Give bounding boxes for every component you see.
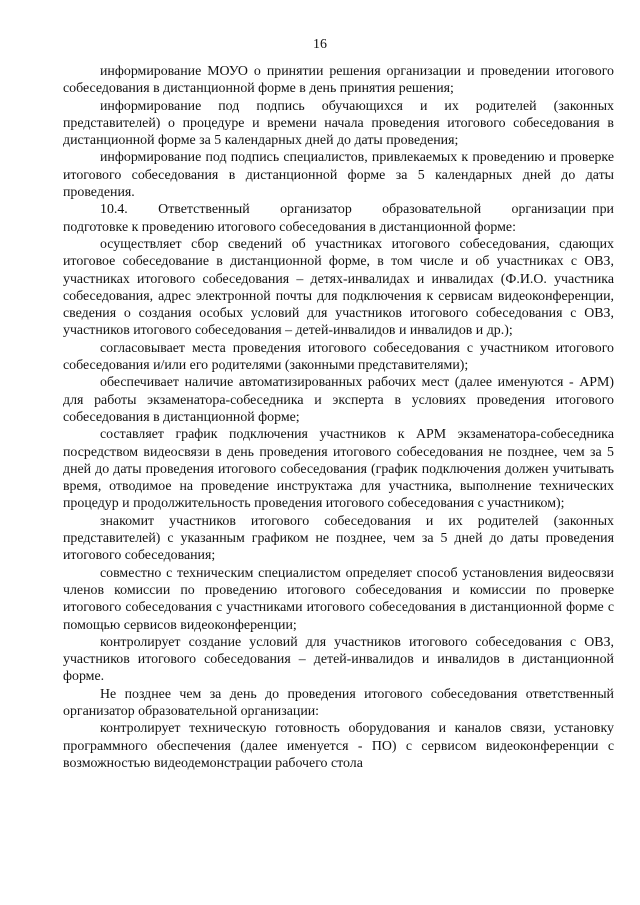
paragraph: согласовывает места проведения итогового собеседования с участником итогового собеседования и/или его родителями (законными представителями);: [63, 340, 614, 374]
paragraph: совместно с техническим специалистом определяет способ установления видеосвязи членов комиссии по проведению итогового собеседования и комиссии по проверке итогового собеседования с участниками итогового собеседования в дистанционной форме с помощью сервисов видеоконференции;: [63, 565, 614, 633]
body-text: [63, 63, 614, 772]
paragraph: информирование под подпись обучающихся и их родителей (законных представителей) о процедуре и времени начала проведения итогового собеседования в дистанционной форме за 5 календарных дней до даты проведения;: [63, 98, 614, 149]
page-number: 16: [313, 37, 327, 52]
paragraph: Не позднее чем за день до проведения итогового собеседования ответственный организатор образовательной организации:: [63, 686, 614, 719]
section-heading-paragraph: 10.4. Ответственный организатор образовательной организации при подготовке к проведению итогового собеседования в дистанционной форме:: [63, 202, 614, 235]
paragraph: знакомит участников итогового собеседования и их родителей (законных представителей) с указанным графиком не позднее, чем за 5 дней до даты проведения итогового собеседования;: [63, 513, 614, 564]
paragraph: осуществляет сбор сведений об участниках итогового собеседования, сдающих итоговое собеседование в дистанционной форме, в том числе и об участниках с ОВЗ, участниках итогового собеседования – детях-инвалидах и инвалидах (Ф.И.О. участника собеседования, адрес электронной почты для подключения к сервисам видеоконференции, сведения о создания особых условий для участников итогового собеседования с ОВЗ, участников итогового собеседования – детей-инвалидов и инвалидов и др.);: [63, 236, 614, 339]
paragraph: контролирует создание условий для участников итогового собеседования с ОВЗ, участников итогового собеседования – детей-инвалидов и инвалидов в дистанционной форме.: [63, 634, 614, 685]
paragraph: составляет график подключения участников к АРМ экзаменатора-собеседника посредством видеосвязи в день проведения итогового собеседования не позднее, чем за 5 дней до даты проведения итогового собеседования (график подключения должен учитывать время, отводимое на проведение инструктажа для участника, выполнение технических процедур и продолжительность проведения итогового собеседования с участником);: [63, 427, 614, 512]
paragraph: информирование под подпись специалистов, привлекаемых к проведению и проверке итогового собеседования в дистанционной форме за 5 календарных дней до даты проведения.: [63, 150, 614, 201]
paragraph: информирование МОУО о принятии решения организации и проведении итогового собеседования в дистанционной форме в день принятия решения;: [63, 64, 614, 97]
paragraph: контролирует техническую готовность оборудования и каналов связи, установку программного обеспечения (далее именуется - ПО) с сервисом видеоконференции с возможностью видеодемонстрации рабочего стола: [63, 721, 614, 771]
paragraph: обеспечивает наличие автоматизированных рабочих мест (далее именуются - АРМ) для работы экзаменатора-собеседника и эксперта в условиях проведения итогового собеседования в дистанционной форме;: [63, 375, 614, 425]
